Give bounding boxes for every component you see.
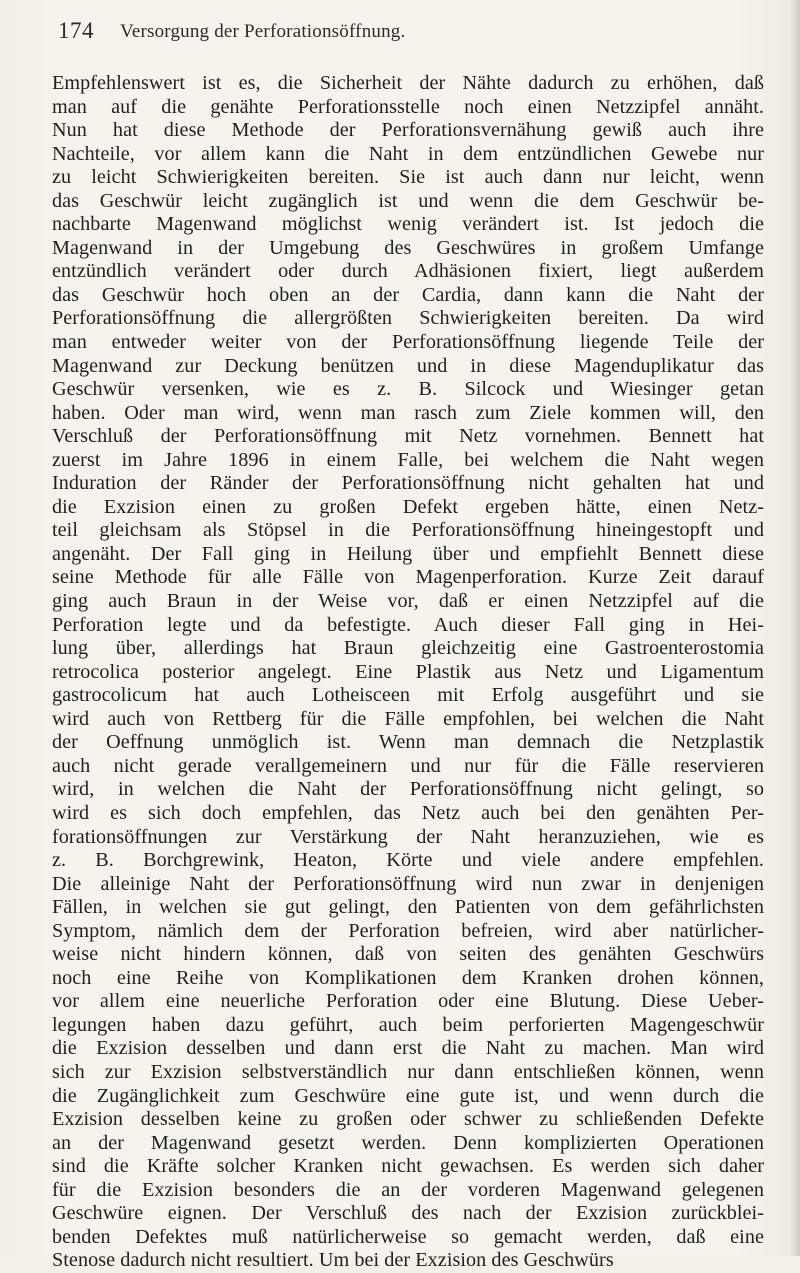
- text-line: Perforationsöffnung die allergrößten Schwierigkeiten bereiten. Da wird: [52, 307, 764, 330]
- text-line: weise nicht hindern können, daß von seiten des genähten Geschwürs: [52, 943, 764, 966]
- text-line: wird, in welchen die Naht der Perforationsöffnung nicht gelingt, so: [52, 778, 764, 801]
- text-line: Nachteile, vor allem kann die Naht in dem entzündlichen Gewebe nur: [52, 142, 764, 165]
- text-line: zuerst im Jahre 1896 in einem Falle, bei welchem die Naht wegen: [52, 448, 764, 471]
- text-line: die Zugänglichkeit zum Geschwüre eine gute ist, und wenn durch die: [52, 1084, 764, 1107]
- text-line: Magenwand in der Umgebung des Geschwüres in großem Umfange: [52, 236, 764, 259]
- text-line: sind die Kräfte solcher Kranken nicht gewachsen. Es werden sich daher: [52, 1155, 764, 1178]
- text-line: der Oeffnung unmöglich ist. Wenn man demnach die Netzplastik: [52, 731, 764, 754]
- body-text: [52, 72, 764, 1273]
- text-line: Geschwüre eignen. Der Verschluß des nach der Exzision zurückblei-: [52, 1202, 764, 1225]
- text-line: benden Defektes muß natürlicherweise so gemacht werden, daß eine: [52, 1225, 764, 1248]
- text-line: man entweder weiter von der Perforationsöffnung liegende Teile der: [52, 331, 764, 354]
- text-line: ging auch Braun in der Weise vor, daß er einen Netzzipfel auf die: [52, 590, 764, 613]
- text-line: für die Exzision besonders die an der vorderen Magenwand gelegenen: [52, 1178, 764, 1201]
- text-line: angenäht. Der Fall ging in Heilung über und empfiehlt Bennett diese: [52, 542, 764, 565]
- text-line: gastrocolicum hat auch Lotheisceen mit Erfolg ausgeführt und sie: [52, 684, 764, 707]
- text-line: Fällen, in welchen sie gut gelingt, den Patienten von dem gefährlichsten: [52, 896, 764, 919]
- text-line: nachbarte Magenwand möglichst wenig verändert ist. Ist jedoch die: [52, 213, 764, 236]
- text-line: Magenwand zur Deckung benützen und in diese Magenduplikatur das: [52, 354, 764, 377]
- text-line: wird auch von Rettberg für die Fälle empfohlen, bei welchen die Naht: [52, 707, 764, 730]
- text-line: auch nicht gerade verallgemeinern und nur für die Fälle reservieren: [52, 754, 764, 777]
- text-line: das Geschwür hoch oben an der Cardia, dann kann die Naht der: [52, 283, 764, 306]
- text-line: entzündlich verändert oder durch Adhäsionen fixiert, liegt außerdem: [52, 260, 764, 283]
- text-line: Symptom, nämlich dem der Perforation befreien, wird aber natürlicher-: [52, 919, 764, 942]
- text-line: an der Magenwand gesetzt werden. Denn komplizierten Operationen: [52, 1131, 764, 1154]
- text-line: forationsöffnungen zur Verstärkung der Naht heranzuziehen, wie es: [52, 825, 764, 848]
- text-line: die Exzision einen zu großen Defekt ergeben hätte, einen Netz-: [52, 495, 764, 518]
- text-line: Nun hat diese Methode der Perforationsvernähung gewiß auch ihre: [52, 119, 764, 142]
- text-line: haben. Oder man wird, wenn man rasch zum Ziele kommen will, den: [52, 401, 764, 424]
- text-line: Die alleinige Naht der Perforationsöffnung wird nun zwar in denjenigen: [52, 872, 764, 895]
- paragraph: [52, 72, 764, 1273]
- text-line: lung über, allerdings hat Braun gleichzeitig eine Gastroenterostomia: [52, 637, 764, 660]
- text-line: Verschluß der Perforationsöffnung mit Netz vornehmen. Bennett hat: [52, 425, 764, 448]
- text-line: vor allem eine neuerliche Perforation oder eine Blutung. Diese Ueber-: [52, 990, 764, 1013]
- text-line: teil gleichsam als Stöpsel in die Perforationsöffnung hineingestopft und: [52, 519, 764, 542]
- text-line: zu leicht Schwierigkeiten bereiten. Sie ist auch dann nur leicht, wenn: [52, 166, 764, 189]
- text-line: das Geschwür leicht zugänglich ist und wenn die dem Geschwür be-: [52, 189, 764, 212]
- text-line: seine Methode für alle Fälle von Magenperforation. Kurze Zeit darauf: [52, 566, 764, 589]
- text-line: man auf die genähte Perforationsstelle noch einen Netzzipfel annäht.: [52, 95, 764, 118]
- text-line: wird es sich doch empfehlen, das Netz auch bei den genähten Per-: [52, 801, 764, 824]
- text-line: z. B. Borchgrewink, Heaton, Körte und viele andere empfehlen.: [52, 849, 764, 872]
- text-line: legungen haben dazu geführt, auch beim perforierten Magengeschwür: [52, 1013, 764, 1036]
- text-line: Stenose dadurch nicht resultiert. Um bei der Exzision des Geschwürs: [52, 1249, 614, 1272]
- page-spine-shadow: [790, 0, 800, 1256]
- running-head: Versorgung der Perforationsöffnung.: [120, 21, 406, 42]
- page-header: [58, 18, 758, 52]
- text-line: retrocolica posterior angelegt. Eine Plastik aus Netz und Ligamentum: [52, 660, 764, 683]
- text-line: Geschwür versenken, wie es z. B. Silcock und Wiesinger getan: [52, 378, 764, 401]
- text-line: Perforation legte und da befestigte. Auch dieser Fall ging in Hei-: [52, 613, 764, 636]
- text-line: Induration der Ränder der Perforationsöffnung nicht gehalten hat und: [52, 472, 764, 495]
- text-line: Empfehlenswert ist es, die Sicherheit der Nähte dadurch zu erhöhen, daß: [52, 72, 764, 94]
- text-line: Exzision desselben keine zu großen oder schwer zu schließenden Defekte: [52, 1108, 764, 1131]
- text-line: noch eine Reihe von Komplikationen dem Kranken drohen können,: [52, 966, 764, 989]
- text-line: sich zur Exzision selbstverständlich nur dann entschließen können, wenn: [52, 1060, 764, 1083]
- text-line: die Exzision desselben und dann erst die Naht zu machen. Man wird: [52, 1037, 764, 1060]
- page-number: 174: [58, 18, 94, 43]
